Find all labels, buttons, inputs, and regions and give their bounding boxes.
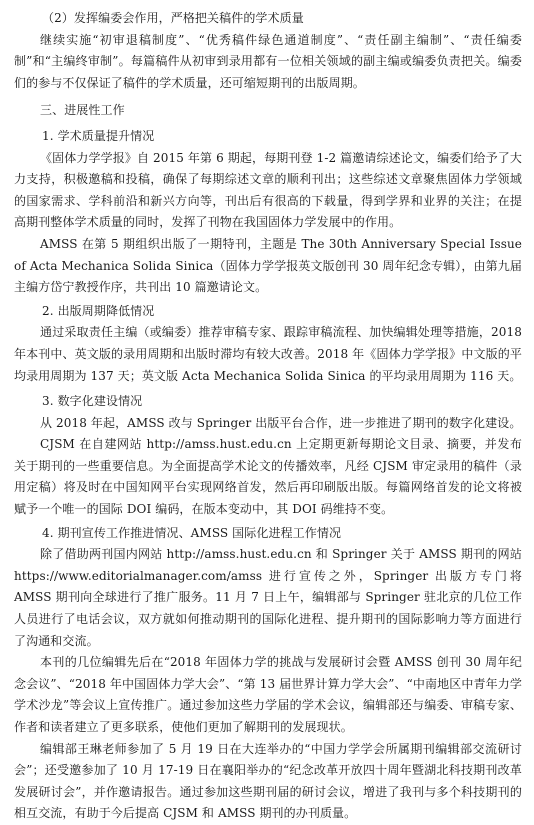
subsection-heading-4: 4. 期刊宣传工作推进情况、AMSS 国际化进程工作情况 <box>42 525 342 540</box>
subsection-heading-3: 3. 数字化建设情况 <box>42 394 143 409</box>
body-paragraph: 本刊的几位编辑先后在“2018 年固体力学的挑战与发展研讨会暨 AMSS 创刊 30 周年纪念会议”、“2018 年中国固体力学大会”、“第 13 届世界计算力学大会”、“中南地区中青年力学学术沙龙”等会议上宣传推广。通过参加这些力学届的学术会议，编辑部还与编委、审稿专家、作者和读者建立了更多联系，使他们更加了解期刊的发展现状。 <box>14 655 522 734</box>
body-paragraph: 继续实施“初审退稿制度”、“优秀稿件绿色通道制度”、“责任副主编制”、“责任编委制”和“主编终审制”。每篇稿件从初审到录用都有一位相关领域的副主编或编委负责把关。编委们的参与不仅保证了稿件的学术质量，还可缩短期刊的出版周期。 <box>14 32 522 90</box>
body-paragraph: AMSS 在第 5 期组织出版了一期特刊，主题是 The 30th Anniversary Special Issue of Acta Mechanica Solida Sinica（固体力学学报英文版创刊 30 周年纪念专辑），由第九届主编方岱宁教授作序，共刊出 10 篇邀请论文。 <box>14 236 522 295</box>
body-paragraph: 通过采取责任主编（或编委）推荐审稿专家、跟踪审稿流程、加快编辑处理等措施，2018 年本刊中、英文版的录用周期和出版时滞均有较大改善。2018 年《固体力学学报》中文版的平均录用周期为 137 天；英文版 Acta Mechanica Solida Sinica 的平均录用周期为 116 天。 <box>14 325 522 383</box>
subsection-heading-2: 2. 出版周期降低情况 <box>42 303 155 318</box>
body-paragraph: 从 2018 年起，AMSS 改与 Springer 出版平台合作，进一步推进了期刊的数字化建设。 <box>40 415 522 430</box>
subsection-heading-2: （2）发挥编委会作用，严格把关稿件的学术质量 <box>42 11 304 25</box>
body-paragraph: 《固体力学学报》自 2015 年第 6 期起，每期刊登 1-2 篇邀请综述论文，编委们给予了大力支持，积极邀稿和投稿，确保了每期综述文章的顺利刊出；这些综述文章聚焦固体力学领域的国家需求、学科前沿和新兴方向等，刊出后有很高的下载量，得到学界和业界的关注；在提高期刊整体学术质量的同时，发挥了刊物在我国固体力学发展中的作用。 <box>14 150 522 230</box>
subsection-heading-1: 1. 学术质量提升情况 <box>42 128 155 143</box>
body-paragraph: 除了借助两刊国内网站 http://amss.hust.edu.cn 和 Springer 关于 AMSS 期刊的网站 https://www.editorialmanager.com/amss 进行宣传之外，Springer 出版方专门将 AMSS 期刊向全球进行了推广服务。11 月 7 日上午，编辑部与 Springer 驻北京的几位工作人员进行了电话会议，双方就如何推动期刊的国际化进程、提升期刊的国际影响力等方面进行了沟通和交流。 <box>14 547 522 648</box>
body-paragraph: 编辑部王琳老师参加了 5 月 19 日在大连举办的“中国力学学会所属期刊编辑部交流研讨会”；还受邀参加了 10 月 17-19 日在襄阳举办的“纪念改革开放四十周年暨湖北科技期刊改革发展研讨会”，并作邀请报告。通过参加这些期刊届的研讨会议，增进了我刊与多个科技期刊的相互交流，有助于今后提高 CJSM 和 AMSS 期刊的办刊质量。 <box>14 741 522 821</box>
section-heading: 三、进展性工作 <box>40 103 125 118</box>
body-paragraph: CJSM 在自建网站 http://amss.hust.edu.cn 上定期更新每期论文目录、摘要，并发布关于期刊的一些重要信息。为全面提高学术论文的传播效率，凡经 CJSM 审定录用的稿件（录用定稿）将及时在中国知网平台实现网络首发，然后再印刷版出版。每篇网络首发的论文将被赋予一个唯一的国际 DOI 编码，在版本变动中，其 DOI 码维持不变。 <box>14 437 522 517</box>
